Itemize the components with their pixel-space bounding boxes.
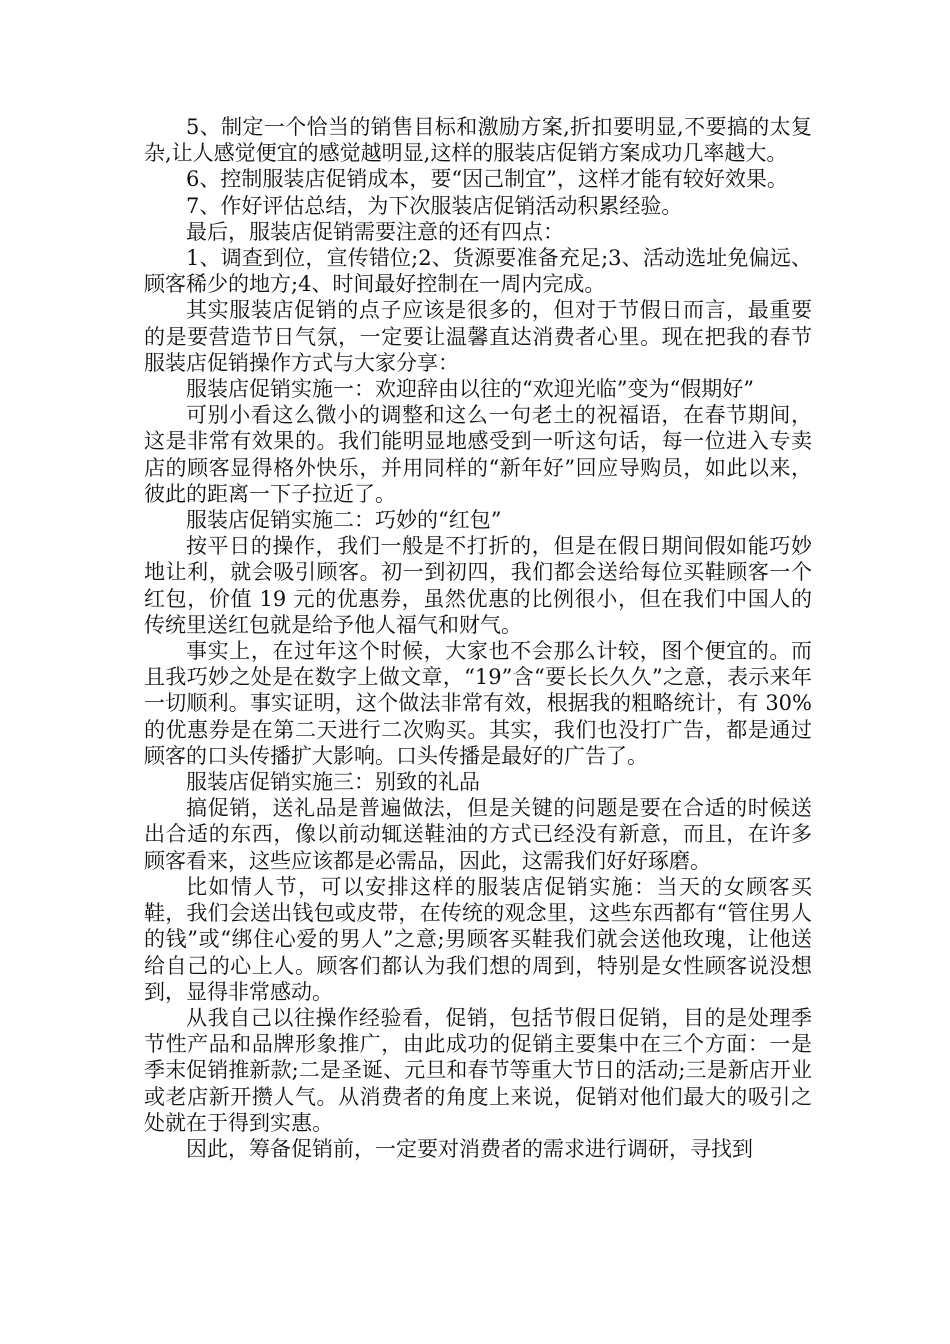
- document-page: [144, 114, 812, 1162]
- paragraph-gifts: 搞促销，送礼品是普遍做法，但是关键的问题是要在合适的时候送出合适的东西，像以前动辄送鞋油的方式已经没有新意，而且，在许多顾客看来，这些应该都是必需品，因此，这需我们好好琢磨。: [144, 796, 812, 873]
- paragraph-research: 因此，筹备促销前，一定要对消费者的需求进行调研，寻找到: [186, 1136, 753, 1161]
- paragraph-cost-control: 6、控制服装店促销成本，要“因己制宜”，这样才能有较好效果。: [186, 167, 788, 192]
- paragraph-evaluation: 7、作好评估总结，为下次服装店促销活动积累经验。: [186, 193, 683, 218]
- heading-implementation-three: 服装店促销实施三：别致的礼品: [186, 770, 480, 795]
- heading-implementation-two: 服装店促销实施二：巧妙的“红包”: [186, 508, 502, 533]
- paragraph-greeting: 可别小看这么微小的调整和这么一句老土的祝福语，在春节期间，这是非常有效果的。我们能明显地感受到一听这句话，每一位进入专卖店的顾客显得格外快乐，并用同样的“新年好”回应导购员，如此以来，彼此的距离一下子拉近了。: [144, 403, 812, 506]
- paragraph-experience: 从我自己以往操作经验看，促销，包括节假日促销，目的是处理季节性产品和品牌形象推广，由此成功的促销主要集中在三个方面：一是季末促销推新款;二是圣诞、元旦和春节等重大节日的活动;三是新店开业或老店新开攒人气。从消费者的角度上来说，促销对他们最大的吸引之处就在于得到实惠。: [144, 1005, 812, 1135]
- paragraph-red-envelope: 按平日的操作，我们一般是不打折的，但是在假日期间假如能巧妙地让利，就会吸引顾客。初一到初四，我们都会送给每位买鞋顾客一个红包，价值 19 元的优惠券，虽然优惠的比例很小，但在我们中国人的传统里送红包就是给予他人福气和财气。: [144, 534, 812, 637]
- paragraph-number-nineteen: 事实上，在过年这个时候，大家也不会那么计较，图个便宜的。而且我巧妙之处是在数字上做文章，“19”含“要长长久久”之意，表示来年一切顺利。事实证明，这个做法非常有效，根据我的粗略统计，有 30%的优惠券是在第二天进行二次购买。其实，我们也没打广告，都是通过顾客的口头传播扩大影响。口头传播是最好的广告了。: [144, 639, 812, 768]
- paragraph-goal-incentive: 5、制定一个恰当的销售目标和激励方案,折扣要明显,不要搞的太复杂,让人感觉便宜的感觉越明显,这样的服装店促销方案成功几率越大。: [144, 115, 812, 166]
- paragraph-four-points-intro: 最后，服装店促销需要注意的还有四点：: [186, 219, 564, 244]
- paragraph-festival-atmosphere: 其实服装店促销的点子应该是很多的，但对于节假日而言，最重要的是要营造节日气氛，一定要让温馨直达消费者心里。现在把我的春节服装店促销操作方式与大家分享：: [144, 298, 812, 375]
- heading-implementation-one: 服装店促销实施一：欢迎辞由以往的“欢迎光临”变为“假期好”: [186, 377, 754, 402]
- paragraph-four-points: 1、调查到位，宣传错位;2、货源要准备充足;3、活动选址免偏远、顾客稀少的地方;4、时间最好控制在一周内完成。: [144, 246, 812, 297]
- paragraph-valentines: 比如情人节，可以安排这样的服装店促销实施：当天的女顾客买鞋，我们会送出钱包或皮带，在传统的观念里，这些东西都有“管住男人的钱”或“绑住心爱的男人”之意;男顾客买鞋我们就会送他玫瑰，让他送给自己的心上人。顾客们都认为我们想的周到，特别是女性顾客说没想到，显得非常感动。: [144, 874, 812, 1004]
